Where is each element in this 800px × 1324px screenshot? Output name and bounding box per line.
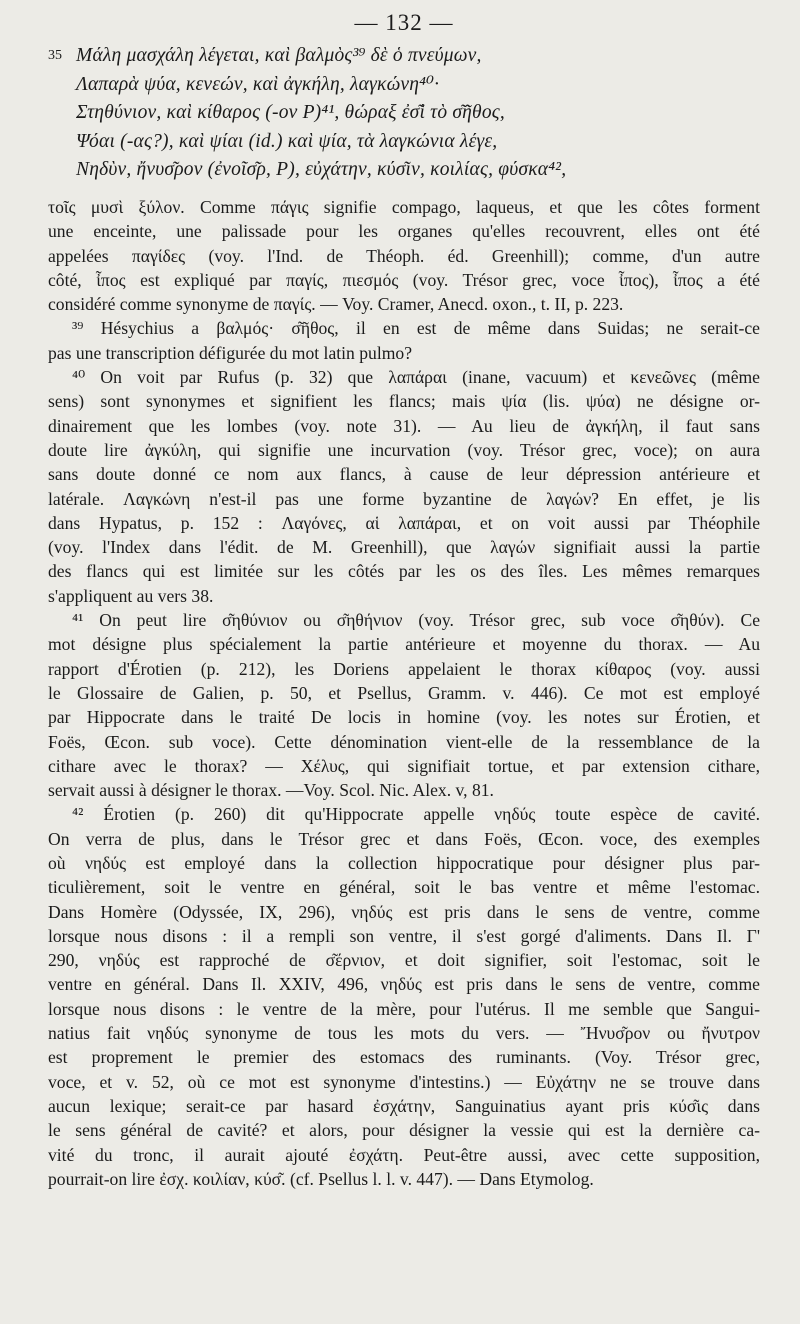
- footnote-continuation: [48, 195, 760, 316]
- text-line: (voy. l'Index dans l'édit. de M. Greenhill), que λαγών signifiait aussi la partie: [48, 537, 760, 558]
- text-line: sens) sont synonymes et signifient les flancs; mais ψία (lis. ψύα) ne désigne or-: [48, 391, 760, 412]
- footnote: [48, 316, 760, 365]
- text-line: vité du tronc, il aurait ajouté ἐσχάτη. Peut-être aussi, avec cette supposition,: [48, 1144, 760, 1165]
- text-line: dinairement que les lombes (voy. note 31). — Au lieu de ἀγκήλη, il faut sans: [48, 415, 760, 436]
- text-line: considéré comme synonyme de παγίς. — Voy. Cramer, Anecd. oxon., t. II, p. 223.: [48, 294, 624, 315]
- text-line: Dans Homère (Odyssée, IX, 296), νηδύς est pris dans le sens de ventre, comme: [48, 901, 760, 922]
- text-line: est proprement le premier des estomacs des ruminants. (Voy. Trésor grec,: [48, 1047, 760, 1068]
- text-line: voce, et v. 52, où ce mot est synonyme d'intestins.) — Εὐχάτην ne se trouve dans: [48, 1071, 760, 1092]
- text-line: des flancs qui est limitée sur les côtés par les os des îles. Les mêmes remarques: [48, 561, 760, 582]
- verse-block: [48, 42, 760, 185]
- verse-line: Νηδὺν, ἤνυσ͂ρον (ἐνοῖσ͂ρ, P), εὐχάτην, κύσ͂ιν, κοιλίας, φύσκα⁴²,: [76, 159, 567, 181]
- text-line: où νηδύς est employé dans la collection hippocratique pour désigner plus par-: [48, 852, 760, 873]
- verse-line: Μάλη μασχάλη λέγεται, καὶ βαλμὸς³⁹ δὲ ὁ πνεύμων,: [76, 45, 482, 66]
- verse-line-number: 35: [48, 48, 62, 63]
- text-line: servait aussi à désigner le thorax. —Voy. Scol. Nic. Alex. v, 81.: [48, 780, 494, 801]
- text-line: 290, νηδύς est rapproché de σ͂έρνιον, et doit signifier, soit l'estomac, soit le: [48, 950, 760, 971]
- text-line: mot désigne plus spécialement la partie antérieure et moyenne du thorax. — Au: [48, 634, 760, 655]
- text-line: s'appliquent au vers 38.: [48, 585, 214, 606]
- text-line: rapport d'Érotien (p. 212), les Doriens appelaient le thorax κίθαρος (voy. aussi: [48, 658, 760, 679]
- text-line: pourrait-on lire ἐσχ. κοιλίαν, κύσ͂. (cf. Psellus l. l. v. 447). — Dans Etymolog.: [48, 1168, 594, 1189]
- text-line: une enceinte, une palissade pour les organes qu'elles recouvrent, elles ont été: [48, 221, 760, 242]
- verse-line: Στηθύνιον, καὶ κίθαρος (-ον P)⁴¹, θώραξ ἐσ͂ὶ τὸ σ͂ῆθος,: [76, 102, 505, 124]
- text-line: dans Hypatus, p. 152 : Λαγόνες, αἱ λαπάραι, et on voit aussi par Théophile: [48, 512, 760, 533]
- text-line: appelées παγίδες (voy. l'Ind. de Théoph. éd. Greenhill); comme, d'un autre: [48, 245, 760, 266]
- text-line: par Hippocrate dans le traité De locis in homine (voy. les notes sur Érotien, et: [48, 707, 760, 728]
- text-line: doute lire ἀγκύλη, qui signifie une incurvation (voy. Trésor grec, voce); on aura: [48, 439, 760, 460]
- footnote: [48, 802, 760, 1191]
- text-line: natius fait νηδύς synonyme de tous les mots du vers. — Ἤνυσ͂ρον ou ἤνυτρον: [48, 1023, 760, 1044]
- text-line: ⁴⁰ On voit par Rufus (p. 32) que λαπάραι (inane, vacuum) et κενεῶνες (même: [72, 367, 760, 388]
- text-line: aucun lexique; serait-ce par hasard ἐσχάτην, Sanguinatius ayant pris κύσ͂ις dans: [48, 1095, 760, 1116]
- footnote: [48, 365, 760, 608]
- text-line: Foës, Œcon. sub voce). Cette dénomination vient-elle de la ressemblance de la: [48, 731, 760, 752]
- page-number: — 132 —: [354, 10, 454, 35]
- text-line: lorsque nous disons : il a rempli son ventre, il s'est gorgé d'aliments. Dans Il. Γ': [48, 925, 760, 946]
- text-line: ⁴¹ On peut lire σ͂ηθύνιον ou σ͂ηθήνιον (voy. Trésor grec, sub voce σ͂ηθύν). Ce: [72, 610, 760, 631]
- footnote: [48, 608, 760, 802]
- text-line: le Glossaire de Galien, p. 50, et Psellus, Gramm. v. 446). Ce mot est employé: [48, 682, 760, 703]
- text-line: le sens général de cavité? et alors, pour désigner la vessie qui est la dernière ca-: [48, 1120, 760, 1141]
- text-line: ventre en général. Dans Il. XXIV, 496, νηδύς est pris dans le sens de ventre, comme: [48, 974, 760, 995]
- text-line: ³⁹ Hésychius a βαλμός· σ͂ῆθος, il en est de même dans Suidas; ne serait-ce: [72, 318, 760, 339]
- text-line: lorsque nous disons : le ventre de la mère, pour l'utérus. Il me semble que Sangui-: [48, 998, 760, 1019]
- text-line: ticulièrement, soit le ventre en général, soit le bas ventre et même l'estomac.: [48, 877, 760, 898]
- text-line: pas une transcription défigurée du mot latin pulmo?: [48, 342, 412, 363]
- text-line: τοῖς μυσὶ ξύλον. Comme πάγις signifie compago, laqueus, et que les côtes forment: [48, 196, 760, 217]
- text-line: ⁴² Érotien (p. 260) dit qu'Hippocrate appelle νηδύς toute espèce de cavité.: [72, 804, 760, 825]
- text-line: latérale. Λαγκώνη n'est-il pas une forme byzantine de λαγών? En effet, je lis: [48, 488, 760, 509]
- text-line: sans doute donné ce nom aux flancs, à cause de leur dépression antérieure et: [48, 464, 760, 485]
- footnotes: [48, 195, 760, 1191]
- text-line: côté, ἶπος est expliqué par παγίς, πιεσμός (voy. Trésor grec, voce ἶπος), ἶπος a été: [48, 269, 760, 290]
- text-line: On verra de plus, dans le Trésor grec et dans Foës, Œcon. voce, des exemples: [48, 828, 760, 849]
- verse-line: Ψόαι (-ας?), καὶ ψίαι (id.) καὶ ψία, τὰ λαγκώνια λέγε,: [76, 130, 498, 152]
- text-line: cithare avec le thorax? — Χέλυς, qui signifiait tortue, et par extension cithare,: [48, 755, 760, 776]
- verse-line: Λαπαρὰ ψύα, κενεών, καὶ ἀγκήλη, λαγκώνη⁴⁰·: [76, 73, 440, 95]
